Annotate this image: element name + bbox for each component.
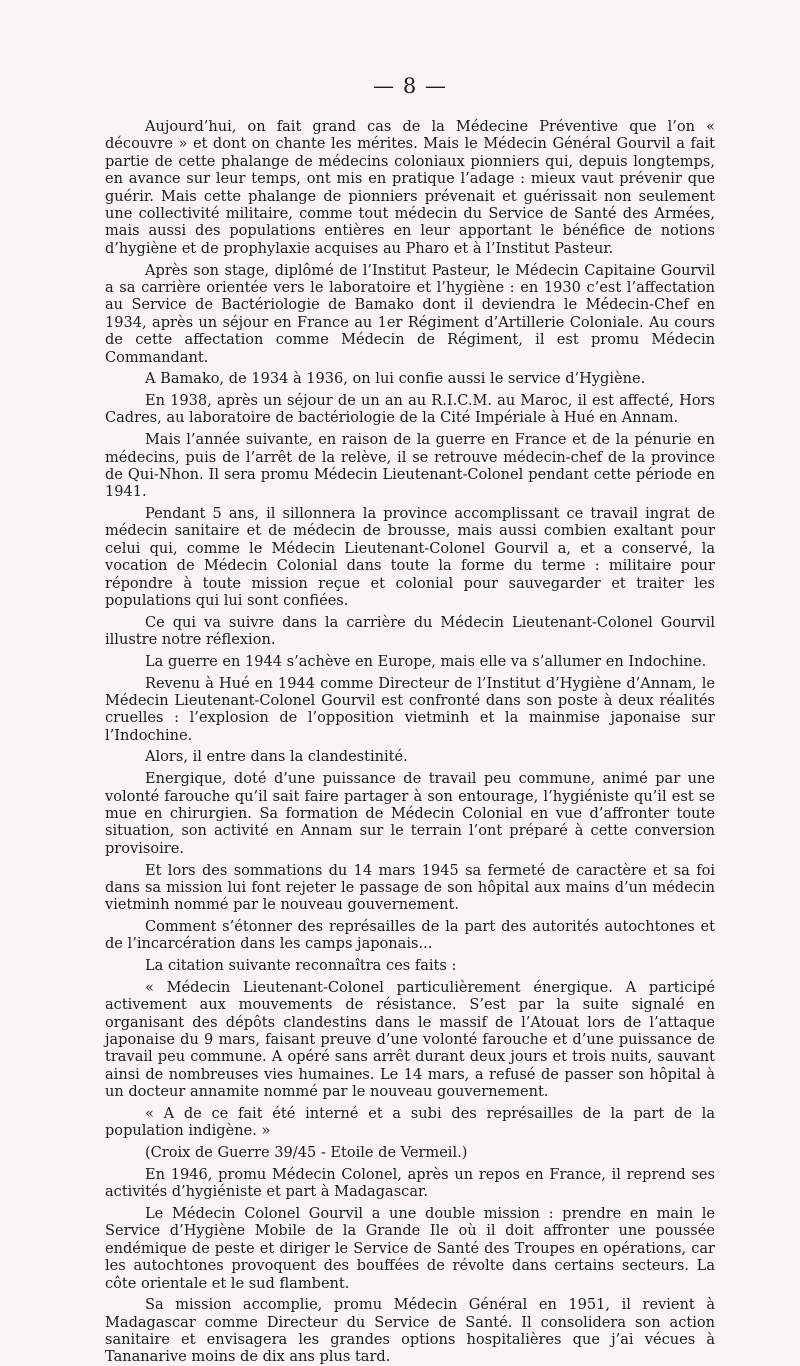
paragraph: La guerre en 1944 s’achève en Europe, mais elle va s’allumer en Indochine.	[145, 652, 707, 670]
paragraph: Le Médecin Colonel Gourvil a une double mission : prendre en main le Service d’Hygiène Mobile de la Grande Ile où il doit affronter une poussée endémique de peste et diriger le Service de Santé des Troupes en opérations, car les autochtones provoquent des bouffées de révolte dans certains secteurs. La côte orientale et le sud flambent.	[105, 1204, 715, 1292]
citation-paragraph: « A de ce fait été interné et a subi des représailles de la part de la population indigène. »	[105, 1104, 715, 1140]
paragraph: Sa mission accomplie, promu Médecin Général en 1951, il revient à Madagascar comme Directeur du Service de Santé. Il consolidera son action sanitaire et envisagera les grandes options hospitalières que j’ai vécues à Tananarive moins de dix ans plus tard.	[105, 1296, 715, 1366]
paragraph: Aujourd’hui, on fait grand cas de la Médecine Préventive que l’on « découvre » et dont on chante les mérites. Mais le Médecin Général Gourvil a fait partie de cette phalange de médecins coloniaux pionniers qui, depuis longtemps, en avance sur leur temps, ont mis en pratique l’adage : mieux vaut prévenir que guérir. Mais cette phalange de pionniers prévenait et guérissait non seulement une collectivité militaire, comme tout médecin du Service de Santé des Armées, mais aussi des populations entières en leur apportant le bénéfice de notions d’hygiène et de prophylaxie acquises au Pharo et à l’Institut Pasteur.	[105, 118, 715, 257]
paragraph: La citation suivante reconnaîtra ces faits :	[145, 957, 457, 975]
body-text	[105, 118, 715, 1366]
page-number: — 8 —	[373, 74, 447, 98]
paragraph: A Bamako, de 1934 à 1936, on lui confie aussi le service d’Hygiène.	[145, 370, 646, 388]
paragraph: Après son stage, diplômé de l’Institut Pasteur, le Médecin Capitaine Gourvil a sa carrière orientée vers le laboratoire et l’hygiène : en 1930 c’est l’affectation au Service de Bactériologie de Bamako dont il deviendra le Médecin-Chef en 1934, après un séjour en France au 1er Régiment d’Artillerie Coloniale. Au cours de cette affectation comme Médecin de Régiment, il est promu Médecin Commandant.	[105, 261, 715, 366]
paragraph: Comment s’étonner des représailles de la part des autorités autochtones et de l’incarcération dans les camps japonais...	[105, 918, 715, 953]
paragraph: En 1946, promu Médecin Colonel, après un repos en France, il reprend ses activités d’hygiéniste et part à Madagascar.	[105, 1165, 715, 1201]
paragraph: Ce qui va suivre dans la carrière du Médecin Lieutenant-Colonel Gourvil illustre notre réflexion.	[105, 613, 715, 649]
paragraph: En 1938, après un séjour de un an au R.I.C.M. au Maroc, il est affecté, Hors Cadres, au laboratoire de bactériologie de la Cité Impériale à Hué en Annam.	[105, 391, 715, 427]
paragraph: Pendant 5 ans, il sillonnera la province accomplissant ce travail ingrat de médecin sanitaire et de médecin de brousse, mais aussi combien exaltant pour celui qui, comme le Médecin Lieutenant-Colonel Gourvil a, et a conservé, la vocation de Médecin Colonial dans toute la forme du terme : militaire pour répondre à toute mission reçue et colonial pour sauvegarder et traiter les populations qui lui sont confiées.	[105, 505, 715, 610]
paragraph: Et lors des sommations du 14 mars 1945 sa fermeté de caractère et sa foi dans sa mission lui font rejeter le passage de son hôpital aux mains d’un médecin vietminh nommé par le nouveau gouvernement.	[105, 861, 715, 914]
paragraph: Alors, il entre dans la clandestinité.	[145, 748, 408, 766]
award-note: (Croix de Guerre 39/45 - Etoile de Vermeil.)	[145, 1144, 468, 1162]
paragraph: Mais l’année suivante, en raison de la guerre en France et de la pénurie en médecins, puis de l’arrêt de la relève, il se retrouve médecin-chef de la province de Qui-Nhon. Il sera promu Médecin Lieutenant-Colonel pendant cette période en 1941.	[105, 431, 715, 501]
citation-paragraph: « Médecin Lieutenant-Colonel particulièrement énergique. A participé activement aux mouvements de résistance. S’est par la suite signalé en organisant des dépôts clandestins dans le massif de l’Atouat lors de l’attaque japonaise du 9 mars, faisant preuve d’une volonté farouche et d’une puissance de travail peu commune. A opéré sans arrêt durant deux jours et trois nuits, sauvant ainsi de nombreuses vies humaines. Le 14 mars, a refusé de passer son hôpital à un docteur annamite nommé par le nouveau gouvernement.	[105, 978, 715, 1101]
paragraph: Energique, doté d’une puissance de travail peu commune, animé par une volonté farouche qu’il sait faire partager à son entourage, l’hygiéniste qu’il est se mue en chirurgien. Sa formation de Médecin Colonial en vue d’affronter toute situation, son activité en Annam sur le terrain l’ont préparé à cette conversion provisoire.	[105, 770, 715, 857]
paragraph: Revenu à Hué en 1944 comme Directeur de l’Institut d’Hygiène d’Annam, le Médecin Lieutenant-Colonel Gourvil est confronté dans son poste à deux réalités cruelles : l’explosion de l’opposition vietminh et la mainmise japonaise sur l’Indochine.	[105, 674, 715, 744]
